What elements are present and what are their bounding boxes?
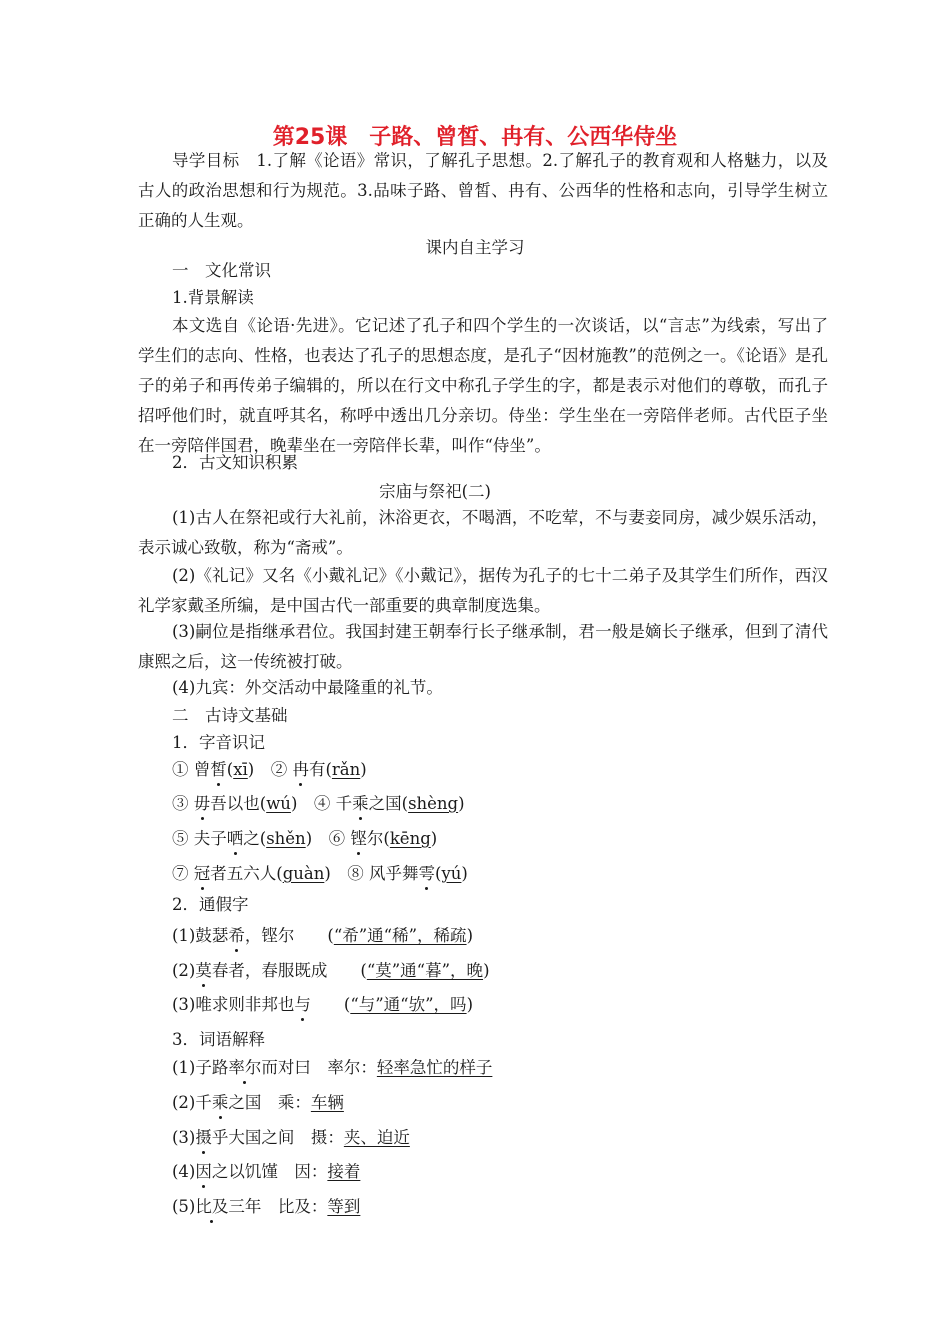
paren: ) — [360, 760, 367, 779]
dotted-character: 莫 — [195, 961, 212, 980]
item-number: (1) — [172, 926, 196, 945]
item-number: (3) — [172, 995, 196, 1014]
lesson-title: 第25课 子路、曾皙、冉有、公西华侍坐 — [272, 125, 678, 150]
background-text: 本文选自《论语·先进》。它记述了孔子和四个学生的一次谈话，以“言志”为线索，写出了学生们的志向、性格，也表达了孔子的思想态度，是孔子“因材施教”的范例之一。《论语》是孔子的弟子和再传弟子编辑的，所以在行文中称孔子学生的字，都是表示对他们的尊敬，而孔子招呼他们时，就直呼其名，称呼中透出几分亲切。侍坐：学生坐在一旁陪伴老师。古代臣子坐在一旁陪伴国君，晚辈坐在一旁陪伴长辈，叫作“侍坐”。 — [138, 316, 828, 455]
pinyin-answer: shěn — [266, 829, 306, 848]
paren: ( — [226, 760, 234, 779]
paren: ( — [294, 926, 334, 945]
vocab-term: 乘： — [261, 1093, 311, 1112]
word-text: 之国 — [368, 794, 402, 813]
item-number: (2) — [172, 1093, 196, 1112]
item-number: ③ — [172, 794, 194, 813]
spacer — [312, 829, 329, 848]
paren: ( — [325, 760, 332, 779]
item-number: ④ — [313, 794, 336, 813]
dotted-character: 雩 — [418, 864, 436, 883]
tongjia-answer: “与”通“欤”，吗 — [350, 995, 467, 1014]
pinyin-answer: yú — [441, 864, 462, 883]
pinyin-answer: xī — [233, 760, 248, 779]
dotted-character: 皙 — [210, 760, 227, 779]
tongjia-heading: 2．通假字 — [172, 895, 249, 914]
spacer — [331, 864, 348, 883]
vocab-item — [172, 1089, 950, 1113]
paren: ) — [290, 794, 298, 813]
sentence-text: 之国 — [228, 1093, 262, 1112]
paren: ) — [247, 760, 255, 779]
item-number: ① — [172, 760, 194, 779]
item-number: (5) — [172, 1197, 196, 1216]
knowledge-box-title: 宗庙与祭祀(二) — [379, 482, 491, 501]
tongjia-item — [172, 957, 950, 981]
paren: ) — [461, 864, 468, 883]
pinyin-answer: kēng — [389, 829, 431, 848]
paren: ) — [324, 864, 331, 883]
item-number: ⑧ — [347, 864, 370, 883]
paren: ( — [435, 864, 442, 883]
sentence-text: 千 — [195, 1093, 212, 1112]
word-text: 有 — [308, 760, 326, 779]
dotted-character: 因 — [195, 1162, 212, 1181]
item-number: ⑤ — [172, 829, 194, 848]
vocab-item — [172, 1158, 950, 1182]
knowledge-item: (4)九宾：外交活动中最隆重的礼节。 — [172, 678, 443, 697]
part1-heading: 一 文化常识 — [172, 261, 271, 280]
dotted-character: 希 — [228, 926, 245, 945]
item-number: (4) — [172, 1162, 196, 1181]
sentence-text: 三年 — [228, 1197, 262, 1216]
sentence-text: 子路 — [195, 1058, 229, 1077]
knowledge-item: (2)《礼记》又名《小戴礼记》《小戴记》，据传为孔子的七十二弟子及其学生们所作，西汉礼学家戴圣所编，是中国古代一部重要的典章制度选集。 — [138, 566, 828, 615]
spacer — [297, 794, 314, 813]
pronunciation-row — [172, 860, 950, 884]
vocab-term: 摄： — [294, 1128, 344, 1147]
dotted-character: 率尔 — [228, 1058, 262, 1077]
tongjia-answer: “希”通“稀”，稀疏 — [333, 926, 467, 945]
pronunciation-heading: 1．字音识记 — [172, 733, 265, 752]
tongjia-answer: “莫”通“暮”，晚 — [366, 961, 484, 980]
vocab-term: 率尔： — [310, 1058, 377, 1077]
tongjia-item — [172, 991, 950, 1015]
vocab-item — [172, 1054, 950, 1078]
paren: ) — [483, 961, 490, 980]
paren: ( — [259, 829, 267, 848]
pronunciation-row — [172, 756, 950, 780]
sentence-text: 乎大国之间 — [211, 1128, 295, 1147]
word-text: 者五六人 — [210, 864, 277, 883]
word-text: 夫子 — [193, 829, 227, 848]
sentence-text: 而对曰 — [261, 1058, 311, 1077]
vocab-answer: 夹、迫近 — [343, 1128, 410, 1147]
dotted-character: 毋 — [193, 794, 211, 813]
item-number: (3) — [172, 1128, 196, 1147]
vocab-answer: 车辆 — [310, 1093, 344, 1112]
dotted-character: 与 — [294, 995, 311, 1014]
vocab-item — [172, 1193, 950, 1217]
paren: ) — [430, 829, 438, 848]
sentence-text: ，铿尔 — [244, 926, 295, 945]
paren: ( — [401, 794, 409, 813]
item-number: (2) — [172, 961, 196, 980]
paren: ( — [259, 794, 267, 813]
vocab-term: 因： — [277, 1162, 328, 1181]
dotted-character: 冉 — [292, 760, 309, 779]
vocab-heading: 3．词语解释 — [172, 1030, 265, 1049]
pronunciation-row — [172, 825, 950, 849]
knowledge-item: (3)嗣位是指继承君位。我国封建王朝奉行长子继承制，君一般是嫡长子继承，但到了清代康熙之后，这一传统被打破。 — [138, 622, 828, 671]
dotted-character: 冠 — [193, 864, 211, 883]
knowledge-item: (1)古人在祭祀或行大礼前，沐浴更衣，不喝酒，不吃荤，不与妻妾同房，减少娱乐活动，表示诚心致敬，称为“斋戒”。 — [138, 508, 828, 557]
dotted-character: 铿 — [350, 829, 367, 848]
item-number: ② — [270, 760, 293, 779]
word-text: 吾以也 — [210, 794, 260, 813]
dotted-character: 摄 — [195, 1128, 212, 1147]
pinyin-answer: guàn — [282, 864, 325, 883]
vocab-answer: 轻率急忙的样子 — [376, 1058, 493, 1077]
learning-goals: 导学目标 1.了解《论语》常识，了解孔子思想。2.了解孔子的教育观和人格魅力，以及古人的政治思想和行为规范。3.品味子路、曾皙、冉有、公西华的性格和志向，引导学生树立正确的人生观。 — [138, 151, 828, 230]
sentence-text: 春者，春服既成 — [211, 961, 328, 980]
vocab-answer: 等到 — [327, 1197, 361, 1216]
paren: ( — [383, 829, 390, 848]
spacer — [254, 760, 271, 779]
sentence-text: 唯求则非邦也 — [195, 995, 295, 1014]
section-heading: 课内自主学习 — [425, 238, 525, 257]
paren: ) — [466, 926, 473, 945]
tongjia-item — [172, 922, 950, 946]
word-text: 尔 — [366, 829, 384, 848]
pinyin-answer: shèng — [408, 794, 459, 813]
vocab-answer: 接着 — [327, 1162, 361, 1181]
dotted-character: 比及 — [195, 1197, 229, 1216]
pinyin-answer: rǎn — [331, 760, 361, 779]
dotted-character: 哂 — [226, 829, 244, 848]
knowledge-heading: 2．古文知识积累 — [172, 453, 298, 472]
word-text: 之 — [243, 829, 260, 848]
vocab-term: 比及： — [261, 1197, 328, 1216]
vocab-item — [172, 1124, 950, 1148]
paren: ) — [305, 829, 313, 848]
part2-heading: 二 古诗文基础 — [172, 706, 288, 725]
word-text: 风乎舞 — [369, 864, 419, 883]
paren: ( — [276, 864, 283, 883]
paren: ) — [466, 995, 473, 1014]
sentence-text: 鼓瑟 — [195, 926, 229, 945]
pronunciation-row — [172, 790, 950, 814]
item-number: ⑥ — [328, 829, 351, 848]
item-number: ⑦ — [172, 864, 194, 883]
sentence-text: 之以饥馑 — [211, 1162, 278, 1181]
word-text: 千 — [335, 794, 353, 813]
paren: ( — [327, 961, 367, 980]
paren: ( — [310, 995, 351, 1014]
paren: ) — [458, 794, 465, 813]
background-heading: 1.背景解读 — [172, 288, 254, 307]
item-number: (1) — [172, 1058, 196, 1077]
pinyin-answer: wú — [266, 794, 291, 813]
word-text: 曾 — [193, 760, 211, 779]
dotted-character: 乘 — [352, 794, 369, 813]
dotted-character: 乘 — [211, 1093, 229, 1112]
